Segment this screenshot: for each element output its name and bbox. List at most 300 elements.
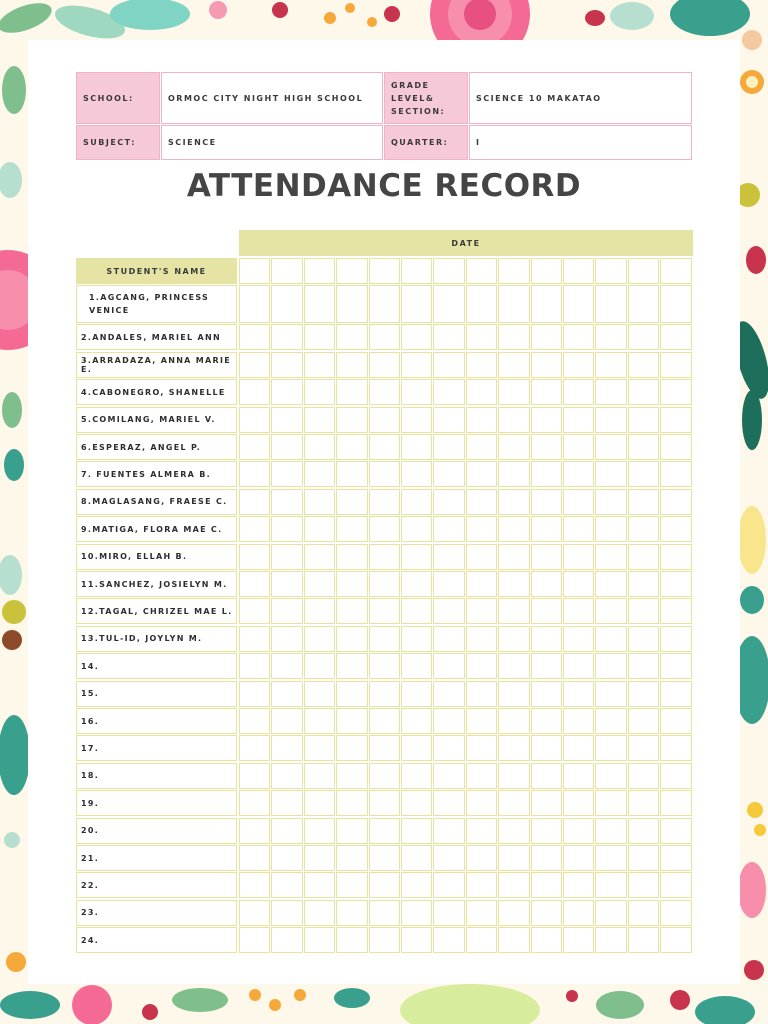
date-header-cell[interactable] [369,258,400,284]
attendance-cell[interactable] [595,352,626,378]
attendance-cell[interactable] [401,900,432,926]
attendance-cell[interactable] [369,324,400,350]
attendance-cell[interactable] [628,461,659,487]
attendance-cell[interactable] [660,407,691,433]
attendance-cell[interactable] [563,708,594,734]
attendance-cell[interactable] [628,489,659,515]
attendance-cell[interactable] [466,790,497,816]
attendance-cell[interactable] [433,489,464,515]
attendance-cell[interactable] [304,845,335,871]
attendance-cell[interactable] [401,708,432,734]
date-header-cell[interactable] [271,258,302,284]
attendance-cell[interactable] [271,324,302,350]
date-header-cell[interactable] [628,258,659,284]
attendance-cell[interactable] [336,489,367,515]
attendance-cell[interactable] [369,872,400,898]
attendance-cell[interactable] [336,324,367,350]
attendance-cell[interactable] [466,516,497,542]
attendance-cell[interactable] [239,735,270,761]
attendance-cell[interactable] [660,379,691,405]
date-header-cell[interactable] [433,258,464,284]
attendance-cell[interactable] [401,653,432,679]
attendance-cell[interactable] [401,681,432,707]
date-header-cell[interactable] [660,258,691,284]
attendance-cell[interactable] [401,516,432,542]
attendance-cell[interactable] [239,626,270,652]
date-header-cell[interactable] [304,258,335,284]
attendance-cell[interactable] [401,927,432,953]
attendance-cell[interactable] [433,653,464,679]
attendance-cell[interactable] [336,379,367,405]
attendance-cell[interactable] [563,571,594,597]
attendance-cell[interactable] [271,845,302,871]
attendance-cell[interactable] [336,352,367,378]
attendance-cell[interactable] [271,516,302,542]
attendance-cell[interactable] [595,544,626,570]
attendance-cell[interactable] [563,653,594,679]
attendance-cell[interactable] [466,544,497,570]
attendance-cell[interactable] [660,818,691,844]
attendance-cell[interactable] [466,434,497,460]
attendance-cell[interactable] [433,845,464,871]
attendance-cell[interactable] [336,763,367,789]
attendance-cell[interactable] [369,489,400,515]
attendance-cell[interactable] [563,818,594,844]
attendance-cell[interactable] [595,407,626,433]
attendance-cell[interactable] [433,872,464,898]
attendance-cell[interactable] [498,653,529,679]
attendance-cell[interactable] [466,653,497,679]
attendance-cell[interactable] [336,407,367,433]
attendance-cell[interactable] [660,626,691,652]
attendance-cell[interactable] [433,626,464,652]
attendance-cell[interactable] [628,872,659,898]
attendance-cell[interactable] [563,900,594,926]
attendance-cell[interactable] [369,818,400,844]
attendance-cell[interactable] [336,516,367,542]
attendance-cell[interactable] [369,735,400,761]
attendance-cell[interactable] [660,681,691,707]
attendance-cell[interactable] [595,653,626,679]
attendance-cell[interactable] [563,735,594,761]
attendance-cell[interactable] [401,571,432,597]
attendance-cell[interactable] [304,324,335,350]
attendance-cell[interactable] [271,489,302,515]
attendance-cell[interactable] [595,818,626,844]
attendance-cell[interactable] [531,626,562,652]
attendance-cell[interactable] [628,735,659,761]
attendance-cell[interactable] [531,516,562,542]
attendance-cell[interactable] [498,818,529,844]
attendance-cell[interactable] [336,681,367,707]
attendance-cell[interactable] [239,516,270,542]
attendance-cell[interactable] [239,352,270,378]
attendance-cell[interactable] [531,544,562,570]
attendance-cell[interactable] [466,735,497,761]
attendance-cell[interactable] [239,900,270,926]
attendance-cell[interactable] [433,763,464,789]
attendance-cell[interactable] [433,598,464,624]
attendance-cell[interactable] [239,790,270,816]
attendance-cell[interactable] [660,653,691,679]
attendance-cell[interactable] [401,461,432,487]
attendance-cell[interactable] [563,626,594,652]
attendance-cell[interactable] [563,324,594,350]
attendance-cell[interactable] [531,407,562,433]
attendance-cell[interactable] [660,735,691,761]
attendance-cell[interactable] [498,626,529,652]
attendance-cell[interactable] [336,461,367,487]
attendance-cell[interactable] [304,379,335,405]
attendance-cell[interactable] [531,285,562,323]
attendance-cell[interactable] [498,900,529,926]
attendance-cell[interactable] [433,352,464,378]
attendance-cell[interactable] [271,379,302,405]
attendance-cell[interactable] [304,927,335,953]
attendance-cell[interactable] [595,735,626,761]
attendance-cell[interactable] [660,285,691,323]
attendance-cell[interactable] [498,434,529,460]
attendance-cell[interactable] [369,626,400,652]
attendance-cell[interactable] [595,598,626,624]
attendance-cell[interactable] [498,708,529,734]
attendance-cell[interactable] [433,407,464,433]
attendance-cell[interactable] [498,872,529,898]
attendance-cell[interactable] [401,735,432,761]
attendance-cell[interactable] [498,516,529,542]
attendance-cell[interactable] [336,900,367,926]
attendance-cell[interactable] [660,489,691,515]
attendance-cell[interactable] [628,681,659,707]
attendance-cell[interactable] [433,544,464,570]
attendance-cell[interactable] [304,763,335,789]
attendance-cell[interactable] [466,626,497,652]
attendance-cell[interactable] [466,763,497,789]
attendance-cell[interactable] [239,763,270,789]
attendance-cell[interactable] [369,598,400,624]
date-header-cell[interactable] [563,258,594,284]
attendance-cell[interactable] [336,872,367,898]
attendance-cell[interactable] [498,489,529,515]
attendance-cell[interactable] [239,681,270,707]
attendance-cell[interactable] [628,434,659,460]
attendance-cell[interactable] [660,461,691,487]
attendance-cell[interactable] [433,681,464,707]
attendance-cell[interactable] [401,489,432,515]
attendance-cell[interactable] [531,927,562,953]
date-header-cell[interactable] [336,258,367,284]
attendance-cell[interactable] [401,845,432,871]
attendance-cell[interactable] [498,735,529,761]
attendance-cell[interactable] [369,681,400,707]
attendance-cell[interactable] [304,516,335,542]
attendance-cell[interactable] [628,653,659,679]
attendance-cell[interactable] [466,352,497,378]
attendance-cell[interactable] [628,818,659,844]
attendance-cell[interactable] [498,461,529,487]
attendance-cell[interactable] [563,434,594,460]
attendance-cell[interactable] [369,516,400,542]
attendance-cell[interactable] [595,681,626,707]
attendance-cell[interactable] [336,927,367,953]
attendance-cell[interactable] [531,571,562,597]
attendance-cell[interactable] [239,544,270,570]
attendance-cell[interactable] [369,653,400,679]
attendance-cell[interactable] [595,516,626,542]
attendance-cell[interactable] [401,790,432,816]
attendance-cell[interactable] [336,653,367,679]
attendance-cell[interactable] [628,379,659,405]
attendance-cell[interactable] [304,626,335,652]
attendance-cell[interactable] [239,434,270,460]
attendance-cell[interactable] [271,434,302,460]
attendance-cell[interactable] [628,407,659,433]
attendance-cell[interactable] [531,845,562,871]
attendance-cell[interactable] [531,379,562,405]
attendance-cell[interactable] [239,598,270,624]
attendance-cell[interactable] [531,900,562,926]
attendance-cell[interactable] [336,598,367,624]
attendance-cell[interactable] [628,790,659,816]
attendance-cell[interactable] [271,352,302,378]
attendance-cell[interactable] [239,927,270,953]
attendance-cell[interactable] [628,285,659,323]
attendance-cell[interactable] [271,927,302,953]
attendance-cell[interactable] [369,434,400,460]
attendance-cell[interactable] [369,285,400,323]
attendance-cell[interactable] [563,379,594,405]
attendance-cell[interactable] [336,626,367,652]
attendance-cell[interactable] [466,407,497,433]
attendance-cell[interactable] [531,818,562,844]
attendance-cell[interactable] [660,708,691,734]
attendance-cell[interactable] [563,927,594,953]
attendance-cell[interactable] [660,516,691,542]
attendance-cell[interactable] [304,285,335,323]
attendance-cell[interactable] [498,763,529,789]
attendance-cell[interactable] [271,900,302,926]
attendance-cell[interactable] [563,681,594,707]
attendance-cell[interactable] [304,653,335,679]
attendance-cell[interactable] [595,324,626,350]
attendance-cell[interactable] [271,818,302,844]
attendance-cell[interactable] [531,489,562,515]
attendance-cell[interactable] [660,434,691,460]
attendance-cell[interactable] [466,818,497,844]
attendance-cell[interactable] [239,845,270,871]
attendance-cell[interactable] [369,845,400,871]
attendance-cell[interactable] [563,461,594,487]
attendance-cell[interactable] [563,872,594,898]
attendance-cell[interactable] [304,598,335,624]
attendance-cell[interactable] [433,790,464,816]
attendance-cell[interactable] [563,845,594,871]
attendance-cell[interactable] [271,735,302,761]
attendance-cell[interactable] [239,571,270,597]
date-header-cell[interactable] [401,258,432,284]
attendance-cell[interactable] [336,285,367,323]
attendance-cell[interactable] [304,352,335,378]
attendance-cell[interactable] [271,461,302,487]
attendance-cell[interactable] [304,790,335,816]
attendance-cell[interactable] [531,708,562,734]
attendance-cell[interactable] [239,324,270,350]
attendance-cell[interactable] [401,626,432,652]
attendance-cell[interactable] [271,626,302,652]
attendance-cell[interactable] [628,626,659,652]
attendance-cell[interactable] [369,927,400,953]
attendance-cell[interactable] [271,571,302,597]
attendance-cell[interactable] [595,900,626,926]
attendance-cell[interactable] [660,872,691,898]
attendance-cell[interactable] [595,708,626,734]
attendance-cell[interactable] [271,708,302,734]
attendance-cell[interactable] [271,598,302,624]
date-header-cell[interactable] [595,258,626,284]
attendance-cell[interactable] [336,818,367,844]
attendance-cell[interactable] [531,735,562,761]
attendance-cell[interactable] [595,763,626,789]
attendance-cell[interactable] [563,407,594,433]
attendance-cell[interactable] [628,516,659,542]
date-header-cell[interactable] [498,258,529,284]
attendance-cell[interactable] [628,845,659,871]
attendance-cell[interactable] [401,379,432,405]
attendance-cell[interactable] [466,927,497,953]
attendance-cell[interactable] [595,626,626,652]
attendance-cell[interactable] [304,818,335,844]
attendance-cell[interactable] [466,681,497,707]
attendance-cell[interactable] [271,407,302,433]
attendance-cell[interactable] [433,708,464,734]
attendance-cell[interactable] [595,379,626,405]
attendance-cell[interactable] [304,407,335,433]
attendance-cell[interactable] [595,434,626,460]
attendance-cell[interactable] [531,790,562,816]
attendance-cell[interactable] [466,845,497,871]
date-header-cell[interactable] [531,258,562,284]
attendance-cell[interactable] [336,434,367,460]
attendance-cell[interactable] [660,790,691,816]
attendance-cell[interactable] [563,516,594,542]
attendance-cell[interactable] [433,461,464,487]
attendance-cell[interactable] [660,352,691,378]
attendance-cell[interactable] [401,544,432,570]
attendance-cell[interactable] [433,818,464,844]
attendance-cell[interactable] [304,681,335,707]
attendance-cell[interactable] [433,285,464,323]
attendance-cell[interactable] [401,434,432,460]
attendance-cell[interactable] [433,379,464,405]
attendance-cell[interactable] [401,285,432,323]
attendance-cell[interactable] [595,461,626,487]
attendance-cell[interactable] [498,927,529,953]
attendance-cell[interactable] [239,872,270,898]
attendance-cell[interactable] [466,379,497,405]
attendance-cell[interactable] [531,324,562,350]
attendance-cell[interactable] [336,735,367,761]
attendance-cell[interactable] [628,571,659,597]
attendance-cell[interactable] [466,489,497,515]
attendance-cell[interactable] [336,544,367,570]
attendance-cell[interactable] [498,407,529,433]
attendance-cell[interactable] [239,407,270,433]
attendance-cell[interactable] [336,790,367,816]
attendance-cell[interactable] [304,434,335,460]
attendance-cell[interactable] [628,927,659,953]
attendance-cell[interactable] [369,790,400,816]
attendance-cell[interactable] [304,872,335,898]
attendance-cell[interactable] [304,735,335,761]
attendance-cell[interactable] [563,352,594,378]
attendance-cell[interactable] [239,461,270,487]
attendance-cell[interactable] [563,544,594,570]
attendance-cell[interactable] [433,434,464,460]
attendance-cell[interactable] [369,352,400,378]
attendance-cell[interactable] [433,571,464,597]
attendance-cell[interactable] [595,927,626,953]
attendance-cell[interactable] [660,544,691,570]
attendance-cell[interactable] [498,324,529,350]
attendance-cell[interactable] [660,927,691,953]
attendance-cell[interactable] [531,872,562,898]
attendance-cell[interactable] [660,900,691,926]
attendance-cell[interactable] [498,845,529,871]
attendance-cell[interactable] [563,489,594,515]
attendance-cell[interactable] [433,516,464,542]
attendance-cell[interactable] [466,324,497,350]
attendance-cell[interactable] [239,653,270,679]
attendance-cell[interactable] [628,708,659,734]
attendance-cell[interactable] [498,379,529,405]
attendance-cell[interactable] [595,571,626,597]
attendance-cell[interactable] [498,598,529,624]
attendance-cell[interactable] [239,379,270,405]
attendance-cell[interactable] [336,571,367,597]
attendance-cell[interactable] [304,489,335,515]
attendance-cell[interactable] [401,324,432,350]
attendance-cell[interactable] [401,763,432,789]
attendance-cell[interactable] [466,571,497,597]
attendance-cell[interactable] [563,763,594,789]
attendance-cell[interactable] [628,544,659,570]
attendance-cell[interactable] [369,900,400,926]
attendance-cell[interactable] [271,790,302,816]
attendance-cell[interactable] [271,653,302,679]
attendance-cell[interactable] [271,681,302,707]
attendance-cell[interactable] [595,845,626,871]
attendance-cell[interactable] [304,900,335,926]
attendance-cell[interactable] [531,434,562,460]
attendance-cell[interactable] [433,927,464,953]
attendance-cell[interactable] [595,872,626,898]
attendance-cell[interactable] [433,900,464,926]
attendance-cell[interactable] [466,598,497,624]
attendance-cell[interactable] [401,352,432,378]
attendance-cell[interactable] [401,818,432,844]
attendance-cell[interactable] [563,598,594,624]
attendance-cell[interactable] [531,763,562,789]
attendance-cell[interactable] [563,285,594,323]
attendance-cell[interactable] [466,872,497,898]
attendance-cell[interactable] [628,352,659,378]
attendance-cell[interactable] [595,489,626,515]
attendance-cell[interactable] [531,681,562,707]
attendance-cell[interactable] [628,598,659,624]
attendance-cell[interactable] [369,379,400,405]
attendance-cell[interactable] [628,900,659,926]
attendance-cell[interactable] [466,285,497,323]
